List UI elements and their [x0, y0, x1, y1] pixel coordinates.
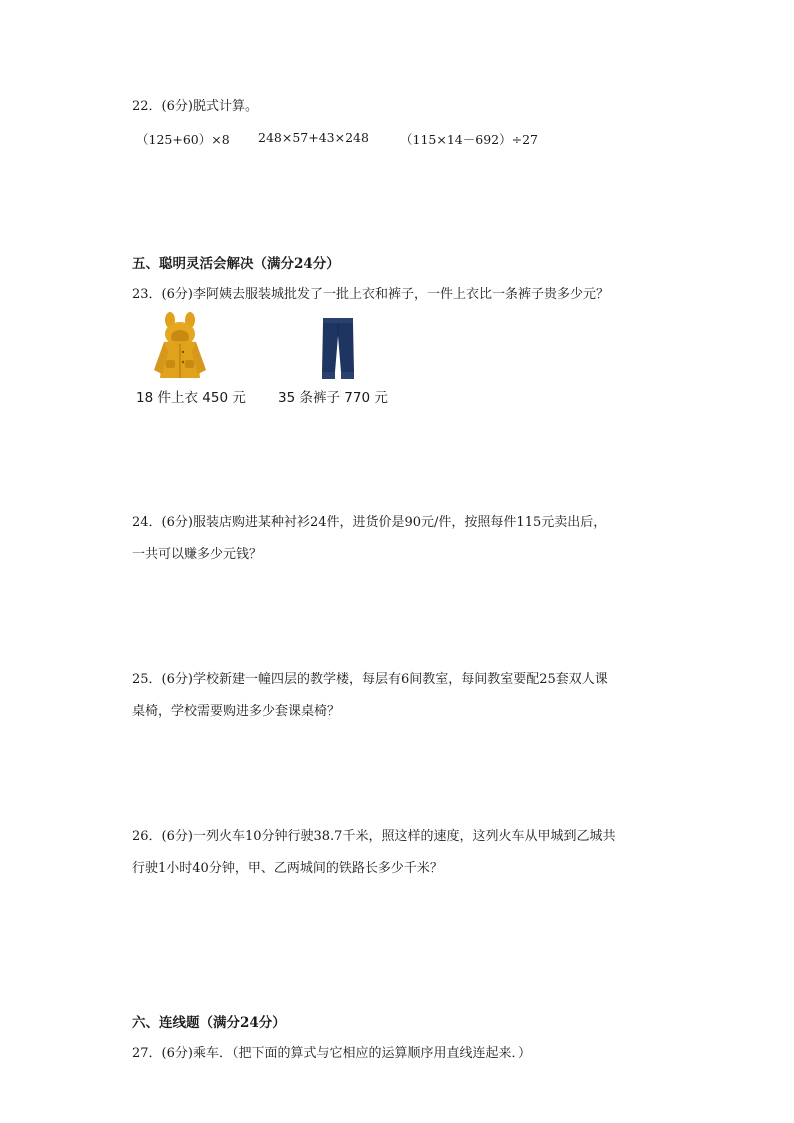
pants-icon: [318, 318, 358, 380]
section-6-heading: 六、连线题（满分24分）: [132, 1015, 286, 1031]
q23-stem: 23．(6分)李阿姨去服装城批发了一批上衣和裤子，一件上衣比一条裤子贵多少元？: [132, 287, 609, 302]
q27-stem: 27．(6分)乘车．（把下面的算式与它相应的运算顺序用直线连起来．）: [132, 1046, 531, 1061]
q25-line-1: 25．(6分)学校新建一幢四层的教学楼，每层有6间教室，每间教室要配25套双人课: [132, 672, 608, 687]
section-5-heading: 五、聪明灵活会解决（满分24分）: [132, 256, 340, 272]
q25-line-2: 桌椅，学校需要购进多少套课桌椅？: [132, 704, 341, 719]
jacket-icon: [150, 312, 210, 380]
q22-expression-3: （115×14－692）÷27: [400, 132, 538, 147]
q24-line-1: 24．(6分)服装店购进某种衬衫24件，进货价是90元/件，按照每件115元卖出后，: [132, 515, 607, 530]
q26-line-1: 26．(6分)一列火车10分钟行驶38.7千米，照这样的速度，这列火车从甲城到乙城共: [132, 829, 616, 844]
q26-line-2: 行驶1小时40分钟，甲、乙两城间的铁路长多少千米？: [132, 861, 443, 876]
q22-expression-2: 248×57+43×248: [258, 130, 369, 145]
q22-expression-1: （125+60）×8: [136, 132, 230, 147]
q22-stem: 22．(6分)脱式计算。: [132, 99, 258, 114]
q23-jacket-caption: 18 件上衣 450 元: [136, 390, 246, 406]
q24-line-2: 一共可以赚多少元钱？: [132, 547, 263, 562]
q23-pants-caption: 35 条裤子 770 元: [278, 390, 388, 406]
